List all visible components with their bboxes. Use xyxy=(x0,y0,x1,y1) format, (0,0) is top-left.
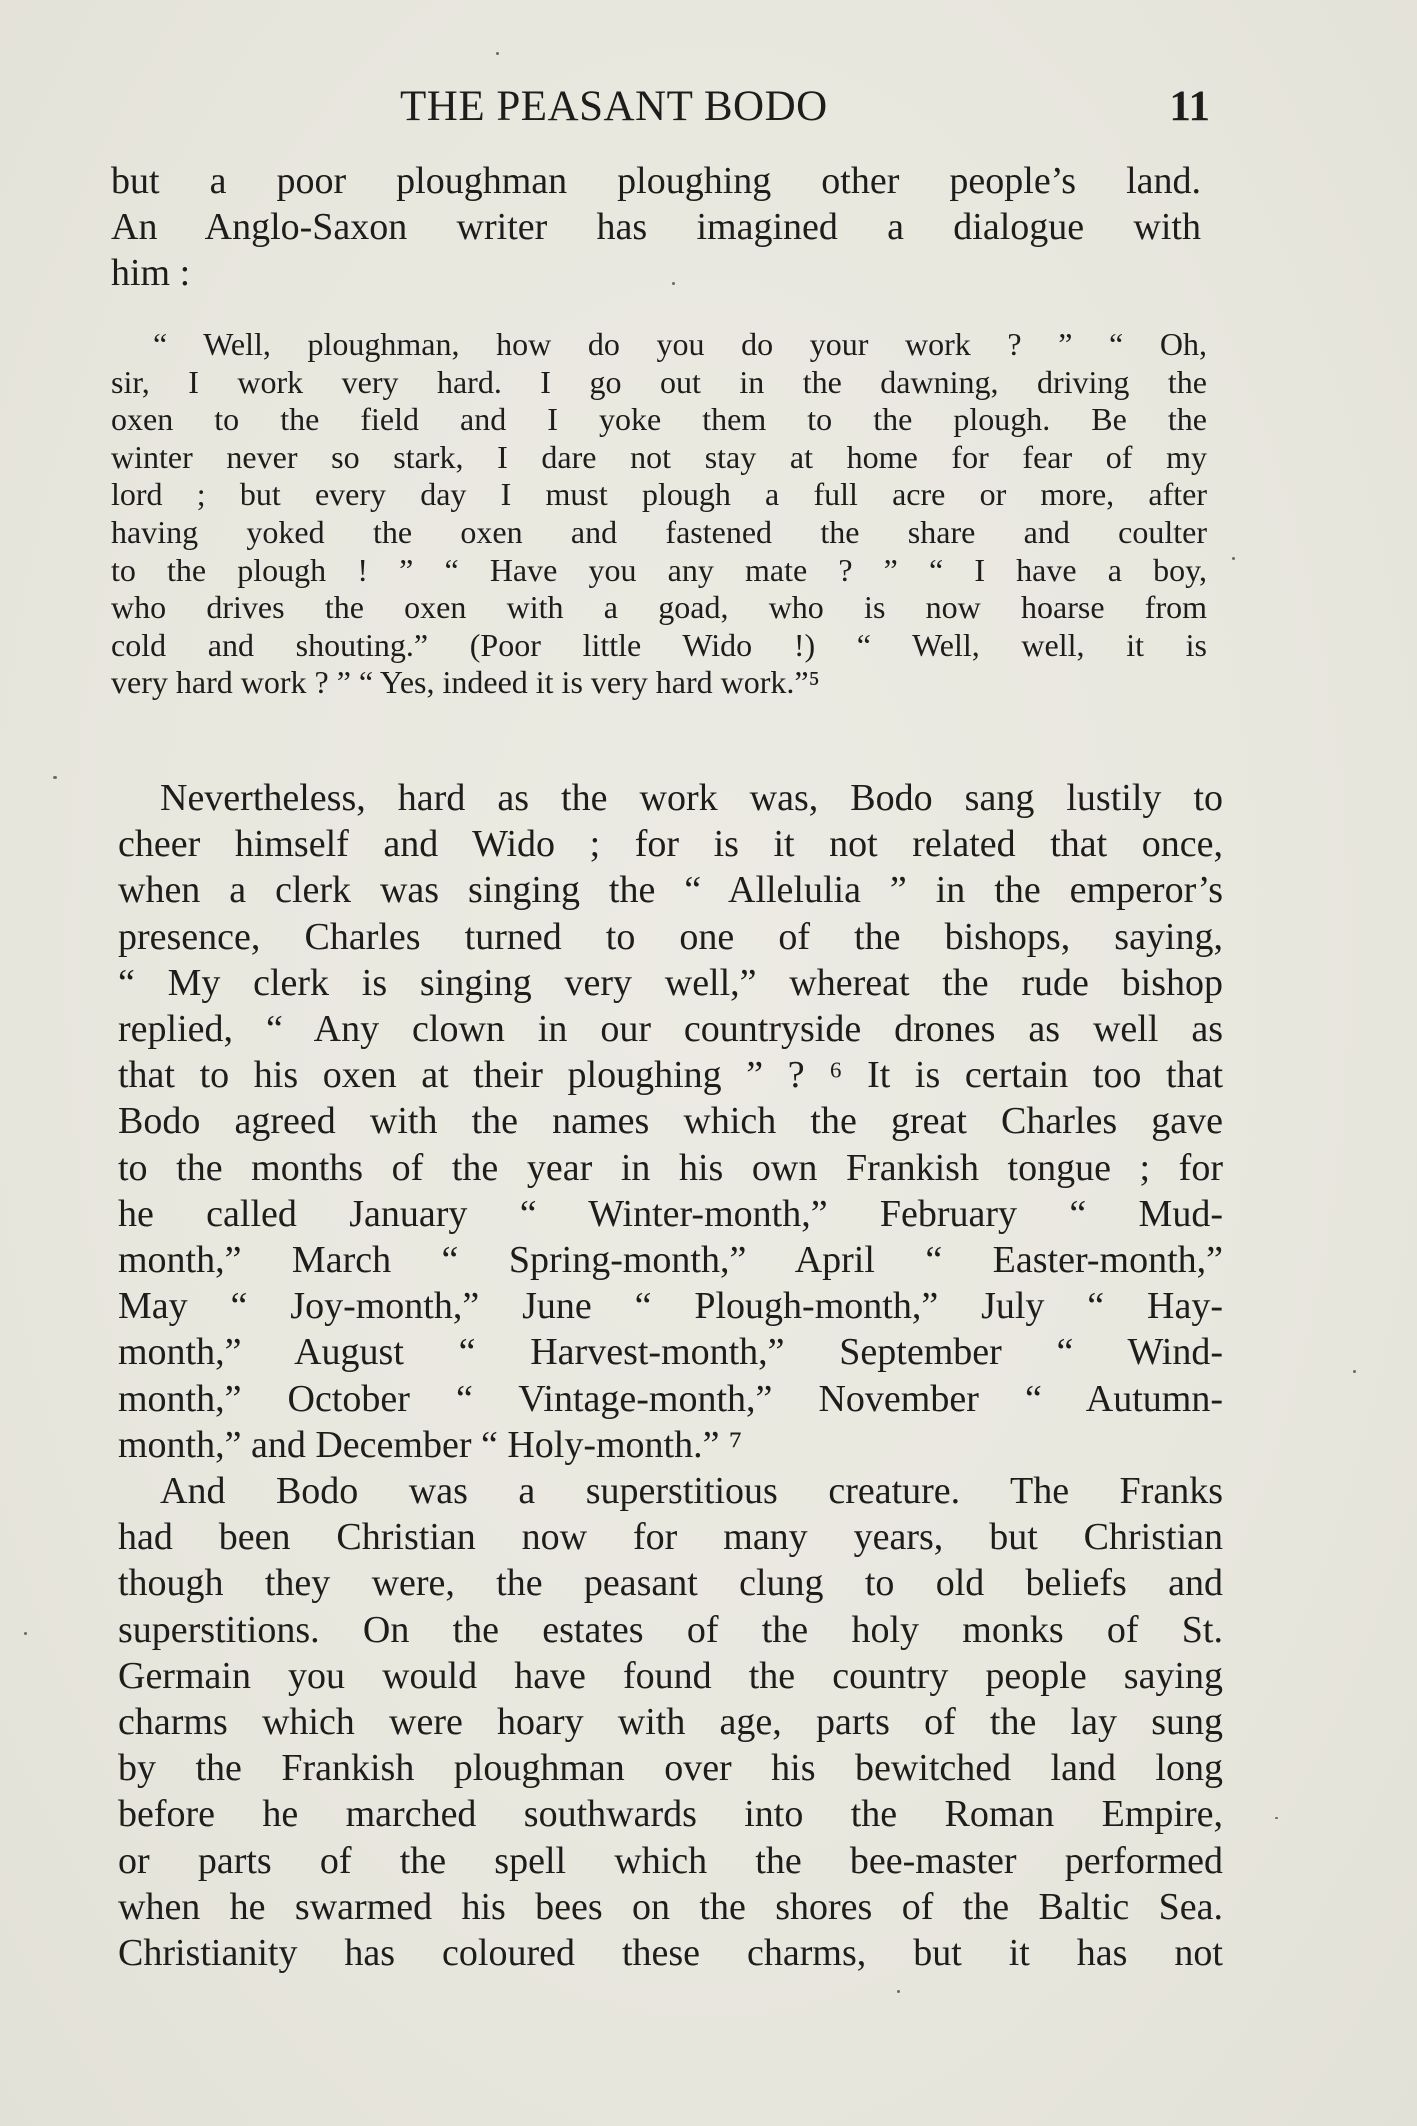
text-line: And Bodo was a superstitious creature. The Franks xyxy=(160,1470,1223,1513)
text-line: Bodo agreed with the names which the great Charles gave xyxy=(118,1100,1223,1143)
text-line: An Anglo-Saxon writer has imagined a dialogue with xyxy=(111,206,1201,248)
paper-speck xyxy=(53,776,57,779)
text-line: month,” August “ Harvest-month,” September “ Wind- xyxy=(118,1331,1223,1374)
text-line: to the months of the year in his own Frankish tongue ; for xyxy=(118,1146,1223,1189)
text-line: superstitions. On the estates of the holy monks of St. xyxy=(118,1608,1223,1651)
text-line: Christianity has coloured these charms, but it has not xyxy=(118,1932,1223,1975)
page-number: 11 xyxy=(1169,83,1210,130)
extract-line: who drives the oxen with a goad, who is now hoarse from xyxy=(111,589,1207,626)
running-title: THE PEASANT BODO xyxy=(400,83,828,130)
text-line: Germain you would have found the country people saying xyxy=(118,1654,1223,1697)
extract-line: “ Well, ploughman, how do you do your work ? ” “ Oh, xyxy=(153,326,1207,362)
text-line: before he marched southwards into the Roman Empire, xyxy=(118,1793,1223,1836)
body-text xyxy=(118,775,1223,1976)
paper-speck xyxy=(1275,1817,1278,1819)
extract-line: winter never so stark, I dare not stay at home for fear of my xyxy=(111,438,1207,475)
text-line: presence, Charles turned to one of the bishops, saying, xyxy=(118,915,1223,958)
extract-line: cold and shouting.” (Poor little Wido !) “ Well, well, it is xyxy=(111,626,1207,663)
extract-line: very hard work ? ” “ Yes, indeed it is very hard work.”⁵ xyxy=(111,664,820,701)
extract-line: to the plough ! ” “ Have you any mate ? ” “ I have a boy, xyxy=(111,551,1207,588)
text-line: month,” and December “ Holy-month.” ⁷ xyxy=(118,1423,743,1466)
text-line: by the Frankish ploughman over his bewitched land long xyxy=(118,1747,1223,1790)
text-line: but a poor ploughman ploughing other people’s land. xyxy=(111,160,1201,202)
text-line: had been Christian now for many years, but Christian xyxy=(118,1516,1223,1559)
text-line: cheer himself and Wido ; for is it not related that once, xyxy=(118,823,1223,866)
text-line: he called January “ Winter-month,” February “ Mud- xyxy=(118,1192,1223,1235)
text-line: charms which were hoary with age, parts of the lay sung xyxy=(118,1701,1223,1744)
extract-line: sir, I work very hard. I go out in the dawning, driving the xyxy=(111,363,1207,400)
body-paragraph xyxy=(118,1468,1223,1976)
text-line: month,” March “ Spring-month,” April “ Easter-month,” xyxy=(118,1239,1223,1282)
running-head xyxy=(110,82,1210,132)
text-line: Nevertheless, hard as the work was, Bodo sang lustily to xyxy=(160,777,1223,819)
text-line: him : xyxy=(111,252,191,294)
text-line: “ My clerk is singing very well,” whereat the rude bishop xyxy=(118,961,1223,1004)
paper-speck xyxy=(24,1632,27,1635)
text-line: though they were, the peasant clung to old beliefs and xyxy=(118,1562,1223,1605)
text-line: or parts of the spell which the bee-master performed xyxy=(118,1839,1223,1882)
text-line: May “ Joy-month,” June “ Plough-month,” July “ Hay- xyxy=(118,1285,1223,1328)
dialogue-extract xyxy=(111,326,1207,702)
text-line: month,” October “ Vintage-month,” November “ Autumn- xyxy=(118,1377,1223,1420)
extract-line: oxen to the field and I yoke them to the plough. Be the xyxy=(111,401,1207,438)
extract-line: lord ; but every day I must plough a full acre or more, after xyxy=(111,476,1207,513)
paper-speck xyxy=(672,282,675,285)
text-line: when he swarmed his bees on the shores of the Baltic Sea. xyxy=(118,1885,1223,1928)
text-line: replied, “ Any clown in our countryside drones as well as xyxy=(118,1008,1223,1051)
body-paragraph xyxy=(118,775,1223,1468)
paper-speck xyxy=(496,52,499,55)
extract-line: having yoked the oxen and fastened the share and coulter xyxy=(111,513,1207,550)
paper-speck xyxy=(1232,557,1235,560)
paper-speck xyxy=(897,1990,900,1993)
paper-speck xyxy=(1353,1370,1356,1373)
text-line: when a clerk was singing the “ Allelulia ” in the emperor’s xyxy=(118,869,1223,912)
text-line: that to his oxen at their ploughing ” ? ⁶ It is certain too that xyxy=(118,1054,1223,1097)
intro-paragraph xyxy=(111,158,1201,296)
